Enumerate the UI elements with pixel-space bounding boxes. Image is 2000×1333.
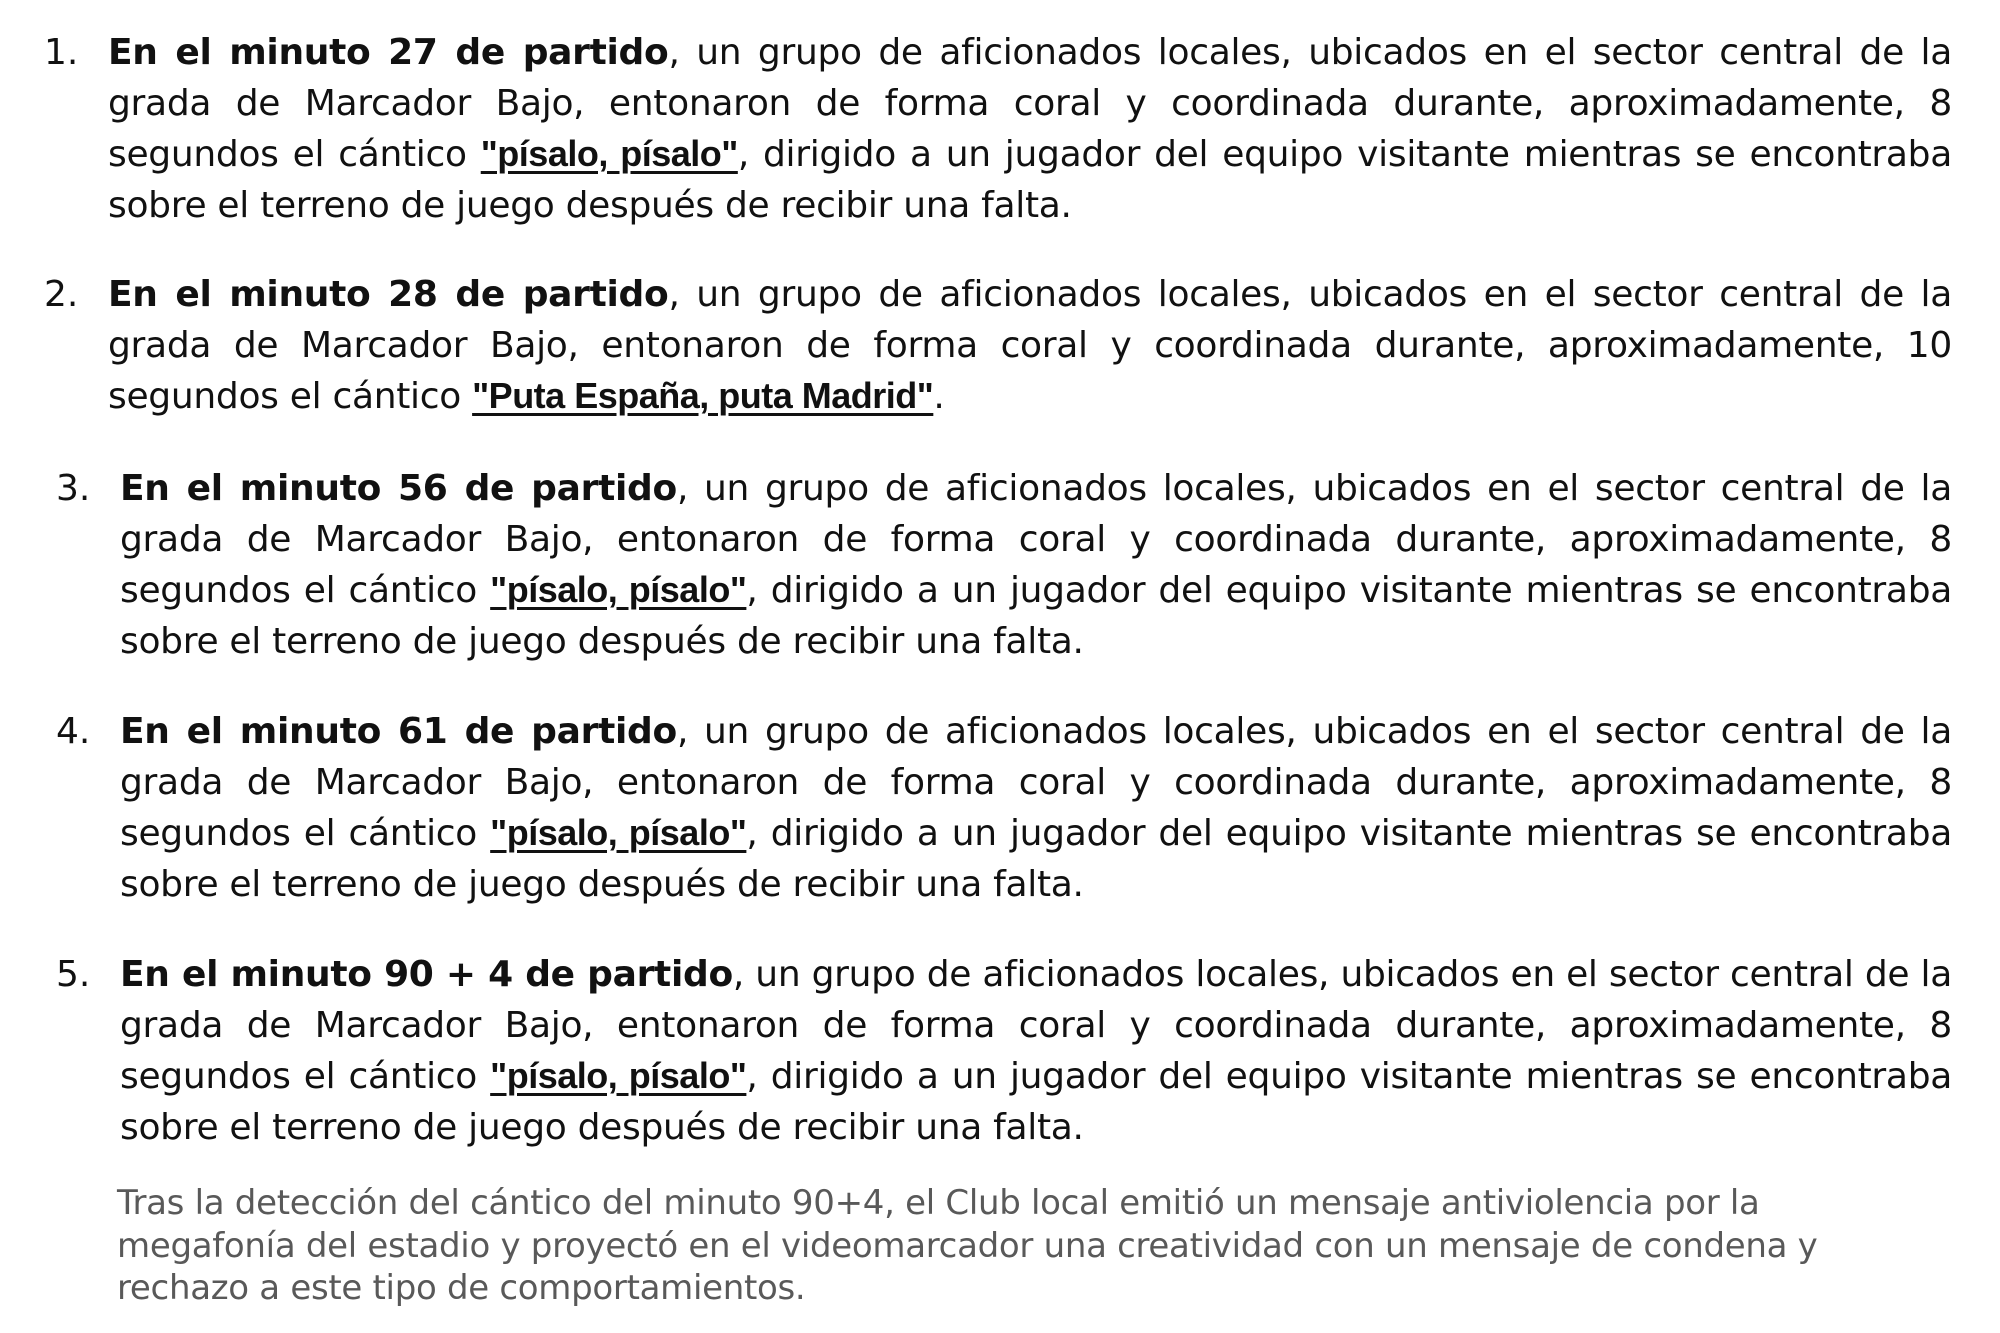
minute-lead: En el minuto 28 de partido: [108, 274, 669, 315]
paragraph-text: , un grupo de aficionados locales, ubicados en el sector central de la grada de Marcador Bajo, entonaron de forma coral y coordinada durante, aproximadamente, 8 segundos el cántico: [120, 468, 1953, 611]
paragraph-text-end: , dirigido a un jugador del equipo visitante mientras se encontraba sobre el terreno de juego después de recibir una falta.: [108, 134, 1952, 226]
paragraph-text-end: , dirigido a un jugador del equipo visitante mientras se encontraba sobre el terreno de juego después de recibir una falta.: [120, 813, 1953, 905]
paragraph-text: , un grupo de aficionados locales, ubicados en el sector central de la grada de Marcador Bajo, entonaron de forma coral y coordinada durante, aproximadamente, 8 segundos el cántico: [120, 954, 1952, 1097]
chant-quote: "písalo, písalo": [490, 569, 747, 610]
paragraph-text: , un grupo de aficionados locales, ubicados en el sector central de la grada de Marcador Bajo, entonaron de forma coral y coordinada durante, aproximadamente, 10 segundos el cántico: [108, 274, 1953, 417]
list-paragraph: [120, 464, 1952, 667]
paragraph-text: , un grupo de aficionados locales, ubicados en el sector central de la grada de Marcador Bajo, entonaron de forma coral y coordinada durante, aproximadamente, 8 segundos el cántico: [120, 711, 1953, 854]
list-paragraph: [120, 950, 1952, 1153]
list-paragraph: [108, 28, 1952, 231]
minute-lead: En el minuto 90 + 4 de partido: [120, 954, 733, 995]
closing-note: Tras la detección del cántico del minuto 90+4, el Club local emitió un mensaje antiviolencia por la megafonía del estadio y proyectó en el videomarcador una creatividad con un mensaje de condena y rechazo a este tipo de comportamientos.: [117, 1183, 1818, 1308]
chant-quote: "Puta España, puta Madrid": [472, 375, 934, 416]
list-number: 3.: [56, 468, 91, 509]
list-paragraph: [120, 707, 1952, 910]
minute-lead: En el minuto 61 de partido: [120, 711, 677, 752]
chant-quote: "písalo, písalo": [490, 812, 747, 853]
list-paragraph: [108, 270, 1952, 423]
paragraph-text-end: .: [933, 376, 945, 417]
paragraph-text: , un grupo de aficionados locales, ubicados en el sector central de la grada de Marcador Bajo, entonaron de forma coral y coordinada durante, aproximadamente, 8 segundos el cántico: [108, 32, 1953, 175]
list-number: 5.: [56, 954, 91, 995]
chant-quote: "písalo, písalo": [480, 133, 738, 174]
minute-lead: En el minuto 56 de partido: [120, 468, 677, 509]
list-number: 1.: [44, 32, 79, 73]
minute-lead: En el minuto 27 de partido: [108, 32, 669, 73]
chant-quote: "písalo, písalo": [490, 1055, 747, 1096]
list-number: 2.: [44, 274, 79, 315]
paragraph-text-end: , dirigido a un jugador del equipo visitante mientras se encontraba sobre el terreno de juego después de recibir una falta.: [120, 570, 1953, 662]
list-number: 4.: [56, 711, 91, 752]
paragraph-text-end: , dirigido a un jugador del equipo visitante mientras se encontraba sobre el terreno de juego después de recibir una falta.: [120, 1056, 1953, 1148]
